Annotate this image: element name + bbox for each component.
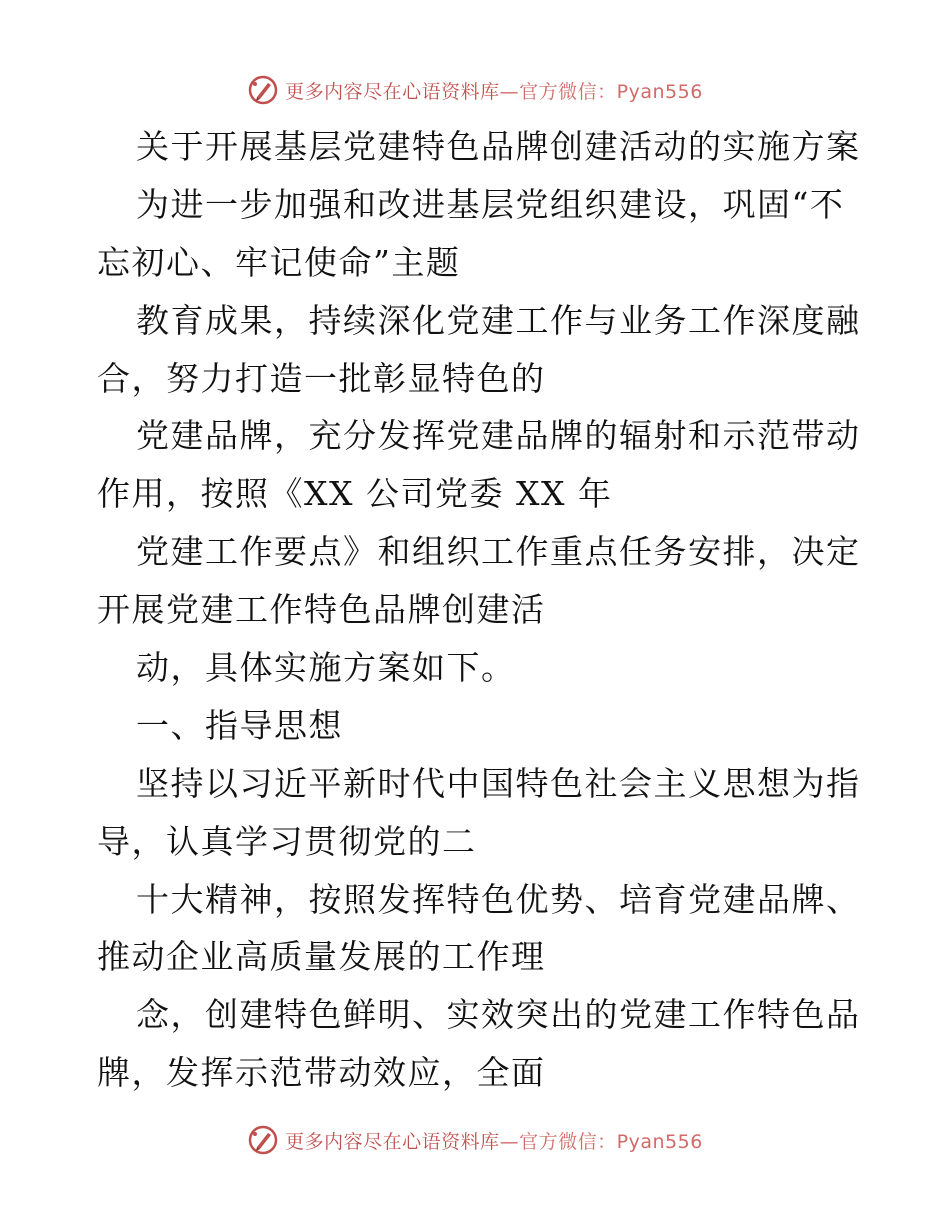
text-line: 动，具体实施方案如下。 [136,648,516,688]
text-line: 为进一步加强和改进基层党组织建设，巩固“不 [136,184,845,224]
banner-text [285,77,703,104]
document-body [97,118,861,1102]
text-line: 作用，按照《XX 公司党委 XX 年 [97,474,613,514]
text-line: 党建品牌，充分发挥党建品牌的辐射和示范带动 [136,416,861,456]
text-line: 教育成果，持续深化党建工作与业务工作深度融 [136,300,861,340]
text-line: 十大精神，按照发挥特色优势、培育党建品牌、 [136,879,861,919]
banner-contact-text: —官方微信：Pyan556 [499,1130,703,1153]
text-line: 牌，发挥示范带动效应，全面 [97,1053,546,1093]
text-line: 推动企业高质量发展的工作理 [97,937,546,977]
text-line: 党建工作要点》和组织工作重点任务安排，决定 [136,532,861,572]
document-title: 关于开展基层党建特色品牌创建活动的实施方案 [136,127,861,166]
text-line: 念，创建特色鲜明、实效突出的党建工作特色品 [136,995,861,1035]
header-banner [0,70,950,110]
banner-main-text: 更多内容尽在心语资料库 [285,1130,500,1153]
text-line: 忘初心、牢记使命”主题 [97,242,461,282]
pen-circle-logo-icon [247,1124,279,1156]
banner-text [285,1127,703,1154]
text-line: 一、指导思想 [136,705,343,745]
text-line: 坚持以习近平新时代中国特色社会主义思想为指 [136,763,861,803]
text-line: 开展党建工作特色品牌创建活 [97,590,546,630]
banner-main-text: 更多内容尽在心语资料库 [285,80,500,103]
pen-circle-logo-icon [247,74,279,106]
footer-banner [0,1120,950,1160]
text-line: 导，认真学习贯彻党的二 [97,821,477,861]
text-line: 合，努力打造一批彰显特色的 [97,358,546,398]
banner-contact-text: —官方微信：Pyan556 [499,80,703,103]
